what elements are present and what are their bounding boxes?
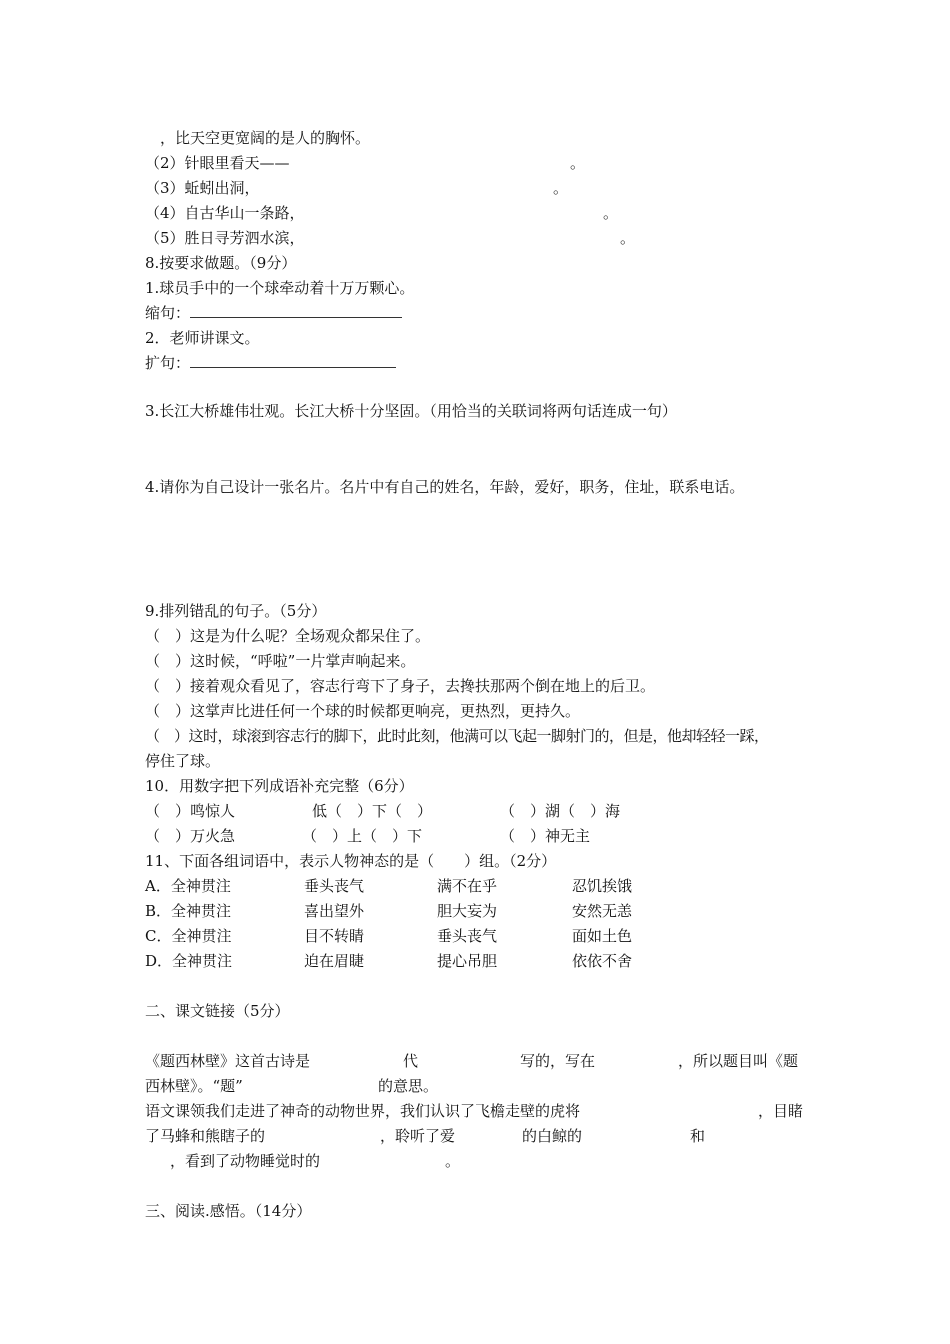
- q11-word: 迫在眉睫: [304, 952, 365, 970]
- q8-expand-row: [145, 353, 396, 373]
- q11-word: 喜出望外: [304, 902, 365, 920]
- sec2-text: 了马蜂和熊瞎子的: [145, 1127, 266, 1145]
- q7-line-4-end: 。: [620, 229, 636, 247]
- q7-line-3-end: 。: [603, 204, 619, 222]
- sec2-text: 写的，写在: [520, 1052, 596, 1070]
- q11-word: 胆大妄为: [437, 902, 498, 920]
- q7-line-0: ，比天空更宽阔的是人的胸怀。: [160, 129, 371, 147]
- sec2-text: 和: [690, 1127, 706, 1145]
- sec2-text: 的意思。: [378, 1077, 439, 1095]
- q11-option: D．全神贯注: [145, 952, 233, 970]
- q10-cell: （ ）万火急: [145, 827, 236, 845]
- q11-option: A．全神贯注: [145, 877, 231, 895]
- q8-sentence-1: 1.球员手中的一个球牵动着十万万颗心。: [145, 279, 415, 297]
- sec2-text: 西林壁》。“题”: [145, 1077, 243, 1095]
- q11-word: 提心吊胆: [437, 952, 498, 970]
- q10-cell: （ ）鸣惊人: [145, 802, 236, 820]
- sec2-text: ，所以题目叫《题: [678, 1052, 799, 1070]
- q10-cell: （ ）湖（ ）海: [500, 802, 621, 820]
- q9-item: （ ）这时，球滚到容志行的脚下，此时此刻，他满可以飞起一脚射门的，但是，他却轻轻一踩，: [145, 727, 769, 745]
- q9-item: （ ）这掌声比进任何一个球的时候都更响亮，更热烈，更持久。: [145, 702, 581, 720]
- section-3-heading: 三、阅读.感悟。（14分）: [145, 1202, 312, 1220]
- q11-word: 安然无恙: [572, 902, 633, 920]
- sec2-text: ，聆听了爱: [380, 1127, 456, 1145]
- q8-title: 8.按要求做题。（9分）: [145, 254, 297, 272]
- q8-shorten-answer-line[interactable]: [190, 303, 402, 318]
- q11-word: 目不转睛: [304, 927, 365, 945]
- q7-line-3: （4）自古华山一条路，: [145, 204, 305, 222]
- q11-option: B．全神贯注: [145, 902, 232, 920]
- q11-word: 垂头丧气: [304, 877, 365, 895]
- q7-line-4: （5）胜日寻芳泗水滨，: [145, 229, 305, 247]
- q10-title: 10．用数字把下列成语补充完整（6分）: [145, 777, 414, 795]
- q9-item: （ ）这是为什么呢？全场观众都呆住了。: [145, 627, 431, 645]
- q8-shorten-label: 缩句：: [145, 304, 191, 322]
- sec2-text: ，目睹: [758, 1102, 804, 1120]
- section-2-heading: 二、课文链接（5分）: [145, 1002, 290, 1020]
- q7-line-2: （3）蚯蚓出洞，: [145, 179, 260, 197]
- sec2-text: 语文课领我们走进了神奇的动物世界，我们认识了飞檐走壁的虎将: [145, 1102, 581, 1120]
- sec2-text: 《题西林壁》这首古诗是: [145, 1052, 311, 1070]
- q11-word: 面如土色: [572, 927, 633, 945]
- q11-word: 满不在乎: [437, 877, 498, 895]
- q7-line-2-end: 。: [553, 179, 569, 197]
- q10-cell: （ ）上（ ）下: [302, 827, 423, 845]
- q7-line-1: （2）针眼里看天——: [145, 154, 290, 172]
- q10-cell: 低（ ）下（ ）: [312, 802, 433, 820]
- q9-item-continuation: 停住了球。: [145, 752, 221, 770]
- q11-word: 垂头丧气: [437, 927, 498, 945]
- q9-item: （ ）这时候，“呼啦”一片掌声响起来。: [145, 652, 416, 670]
- sec2-text: 的白鲸的: [522, 1127, 583, 1145]
- q11-option: C．全神贯注: [145, 927, 232, 945]
- q8-sentence-3: 3.长江大桥雄伟壮观。长江大桥十分坚固。（用恰当的关联词将两句话连成一句）: [145, 402, 677, 420]
- q9-title: 9.排列错乱的句子。（5分）: [145, 602, 327, 620]
- q11-word: 依依不舍: [572, 952, 633, 970]
- q8-expand-label: 扩句：: [145, 354, 191, 372]
- q8-shorten-row: [145, 303, 402, 323]
- q7-line-1-end: 。: [570, 154, 586, 172]
- q10-cell: （ ）神无主: [500, 827, 591, 845]
- sec2-text: 。: [445, 1152, 461, 1170]
- q11-title: 11、下面各组词语中，表示人物神态的是（ ）组。（2分）: [145, 852, 557, 870]
- q8-sentence-4: 4.请你为自己设计一张名片。名片中有自己的姓名，年龄，爱好，职务，住址，联系电话。: [145, 478, 745, 496]
- q11-word: 忍饥挨饿: [572, 877, 633, 895]
- sec2-text: 代: [403, 1052, 419, 1070]
- q8-expand-answer-line[interactable]: [190, 353, 396, 368]
- q8-sentence-2: 2．老师讲课文。: [145, 329, 260, 347]
- sec2-text: ，看到了动物睡觉时的: [170, 1152, 321, 1170]
- q9-item: （ ）接着观众看见了，容志行弯下了身子，去搀扶那两个倒在地上的后卫。: [145, 677, 656, 695]
